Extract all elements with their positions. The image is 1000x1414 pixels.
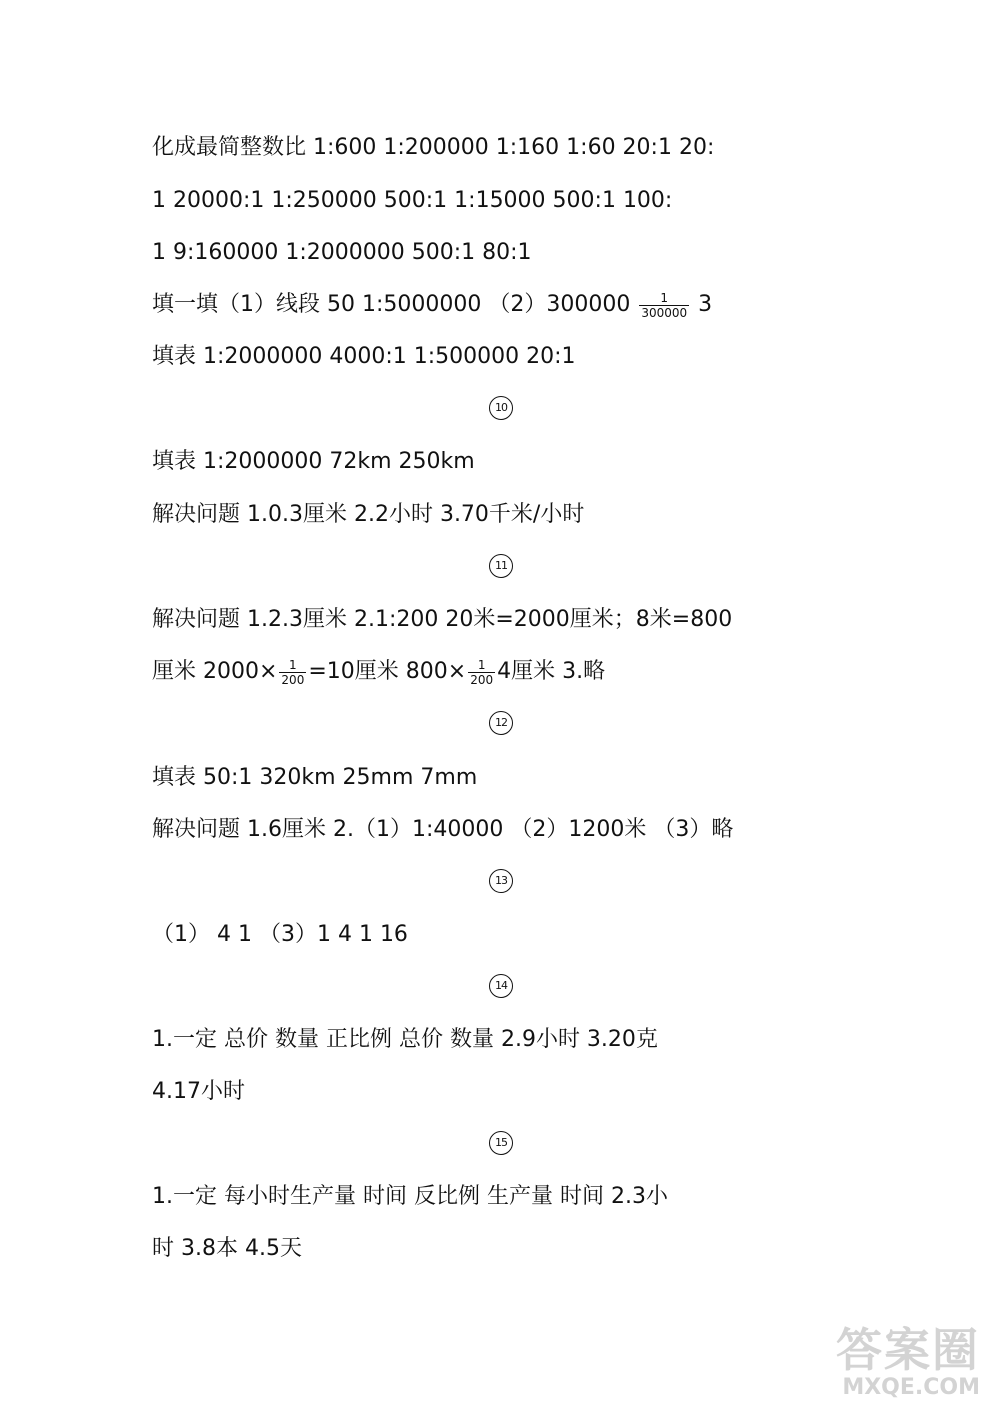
fraction	[279, 658, 306, 687]
fill-in-line	[152, 290, 852, 320]
fraction-numerator: 1	[639, 291, 689, 306]
s11-text-b: =10厘米 800×	[308, 659, 467, 684]
s15-answer-line-2: 时 3.8本 4.5天	[152, 1236, 302, 1261]
fraction-denominator: 200	[281, 672, 305, 687]
ratio-simplify-line-1: 化成最简整数比 1:600 1:200000 1:160 1:60 20:1 20:	[152, 135, 715, 160]
fill-table-line: 填表 1:2000000 4000:1 1:500000 20:1	[152, 344, 576, 369]
fraction-numerator: 1	[468, 658, 495, 673]
section-marker-13: 13	[489, 869, 513, 893]
section-marker-15: 15	[489, 1131, 513, 1155]
ratio-simplify-line-2: 1 20000:1 1:250000 500:1 1:15000 500:1 100:	[152, 188, 673, 213]
s14-answer-line-2: 4.17小时	[152, 1079, 245, 1104]
watermark-logo: 答案圈	[836, 1323, 980, 1378]
section-marker-11: 11	[489, 554, 513, 578]
s11-text-c: 4厘米 3.略	[497, 659, 606, 684]
s10-fill-table-line: 填表 1:2000000 72km 250km	[152, 449, 475, 474]
fraction-denominator: 200	[470, 672, 494, 687]
section-marker-14: 14	[489, 974, 513, 998]
fill-in-tail: 3	[698, 292, 713, 317]
section-marker-12: 12	[489, 711, 513, 735]
fill-in-text: 填一填（1）线段 50 1:5000000 （2）300000	[152, 292, 631, 317]
s11-text-a: 厘米 2000×	[152, 659, 278, 684]
s11-solve-line-1: 解决问题 1.2.3厘米 2.1:200 20米=2000厘米；8米=800	[152, 607, 733, 632]
watermark-site: MXQE.COM	[842, 1374, 980, 1400]
s12-solve-line: 解决问题 1.6厘米 2.（1）1:40000 （2）1200米 （3）略	[152, 817, 734, 842]
s15-answer-line-1: 1.一定 每小时生产量 时间 反比例 生产量 时间 2.3小	[152, 1184, 668, 1209]
fraction	[639, 291, 689, 320]
s12-fill-table-line: 填表 50:1 320km 25mm 7mm	[152, 765, 478, 790]
fraction-denominator: 300000	[641, 305, 688, 320]
s11-solve-line-2	[152, 657, 852, 687]
fraction-numerator: 1	[279, 658, 306, 673]
s10-solve-line: 解决问题 1.0.3厘米 2.2小时 3.70千米/小时	[152, 502, 585, 527]
section-marker-10: 10	[489, 396, 513, 420]
s14-answer-line-1: 1.一定 总价 数量 正比例 总价 数量 2.9小时 3.20克	[152, 1027, 658, 1052]
fraction	[468, 658, 495, 687]
watermark	[836, 1325, 980, 1400]
ratio-simplify-line-3: 1 9:160000 1:2000000 500:1 80:1	[152, 240, 532, 265]
s13-answer-line: （1） 4 1 （3）1 4 1 16	[152, 922, 408, 947]
